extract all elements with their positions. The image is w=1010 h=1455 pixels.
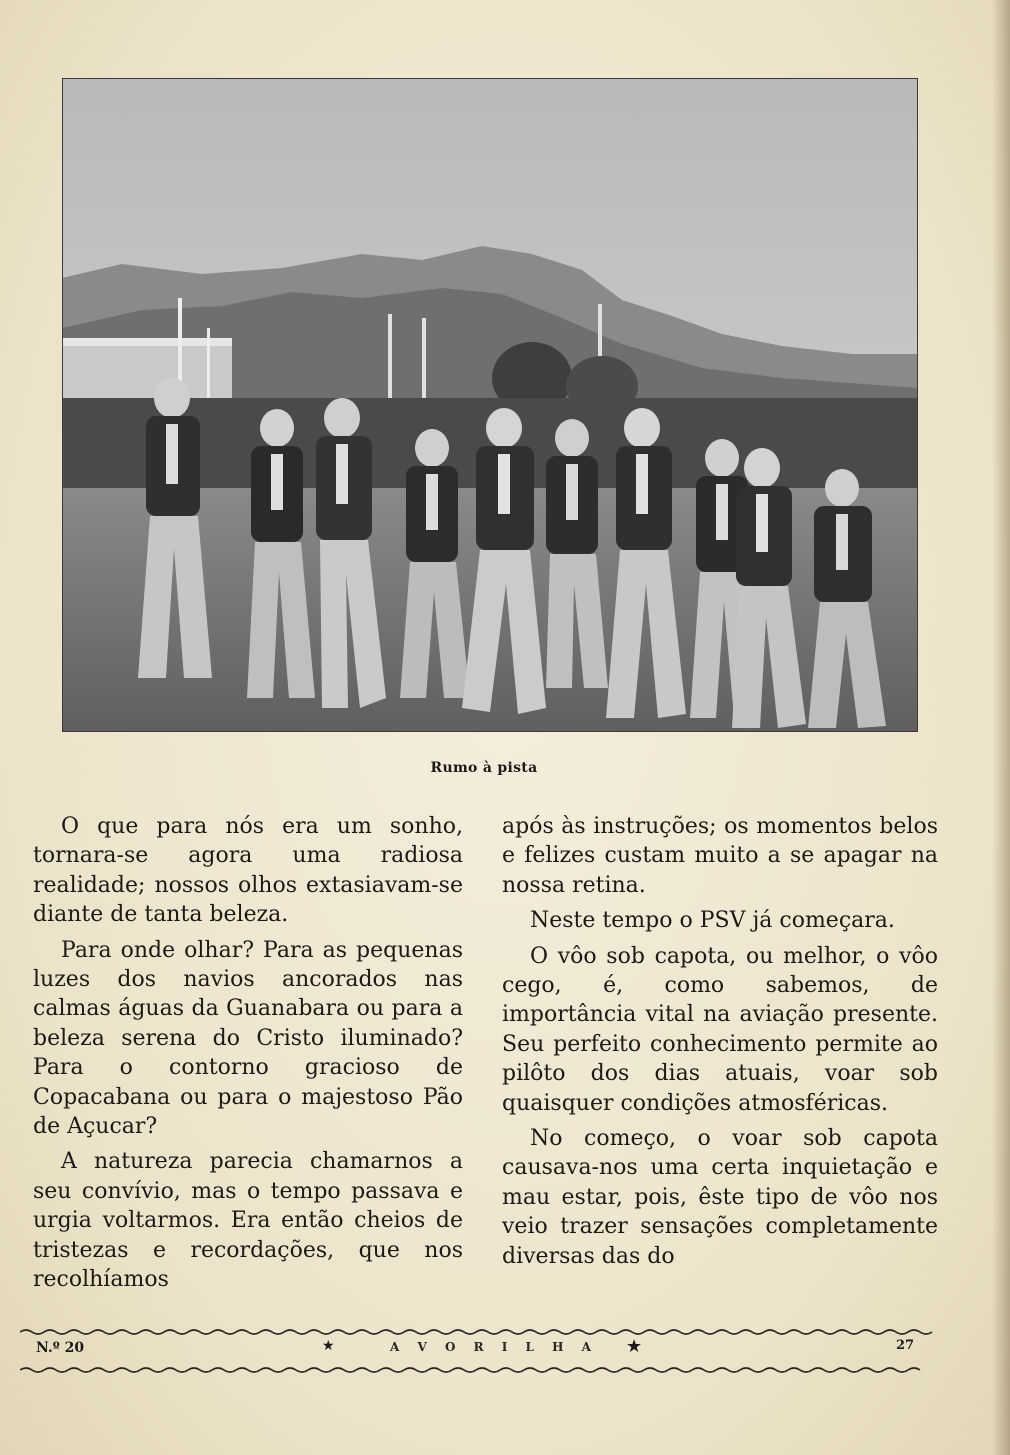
photograph-cadets-marching <box>62 78 918 732</box>
paragraph: No começo, o voar sob capota causava-nos uma certa inquietação e mau estar, pois, êste tipo de vôo nos veio trazer sensações completamente diversas das do <box>502 1126 938 1269</box>
star-icon: ★ <box>626 1336 643 1357</box>
text-column-left <box>33 812 463 1301</box>
paragraph: O que para nós era um sonho, tornara-se agora uma radiosa realidade; nossos olhos extasiavam-se diante de tanta beleza. <box>33 814 463 928</box>
magazine-name: A V O R I L H A <box>390 1340 598 1354</box>
paragraph: A natureza parecia chamarnos a seu convívio, mas o tempo passava e urgia voltarmos. Era então cheios de tristezas e recordações, que nos recolhíamos <box>33 1149 463 1293</box>
paragraph: Para onde olhar? Para as pequenas luzes dos navios ancorados nas calmas águas da Guanabara ou para a beleza serena do Cristo iluminado? Para o contorno gracioso de Copacabana ou para o majestoso Pão de Açucar? <box>33 937 463 1140</box>
paragraph: O vôo sob capota, ou melhor, o vôo cego, é, como sabemos, de importância vital na aviação presente. Seu perfeito conhecimento permite ao pilôto dos dias atuais, voar sob quaisquer condições atmosféricas. <box>502 943 938 1116</box>
photo-caption: Rumo à pista <box>430 760 538 776</box>
page-edge-shadow <box>992 0 1010 1455</box>
page-footer <box>20 1326 950 1386</box>
star-icon: ★ <box>322 1338 335 1354</box>
page-number: 27 <box>896 1338 915 1353</box>
issue-number: N.º 20 <box>36 1340 85 1356</box>
text-column-right <box>502 812 938 1277</box>
photo-illustration <box>62 78 918 732</box>
paragraph: após às instruções; os momentos belos e felizes custam muito a se apagar na nossa retina. <box>502 814 938 898</box>
footer-wave-rules <box>20 1326 950 1386</box>
paragraph: Neste tempo o PSV já começara. <box>530 908 895 934</box>
